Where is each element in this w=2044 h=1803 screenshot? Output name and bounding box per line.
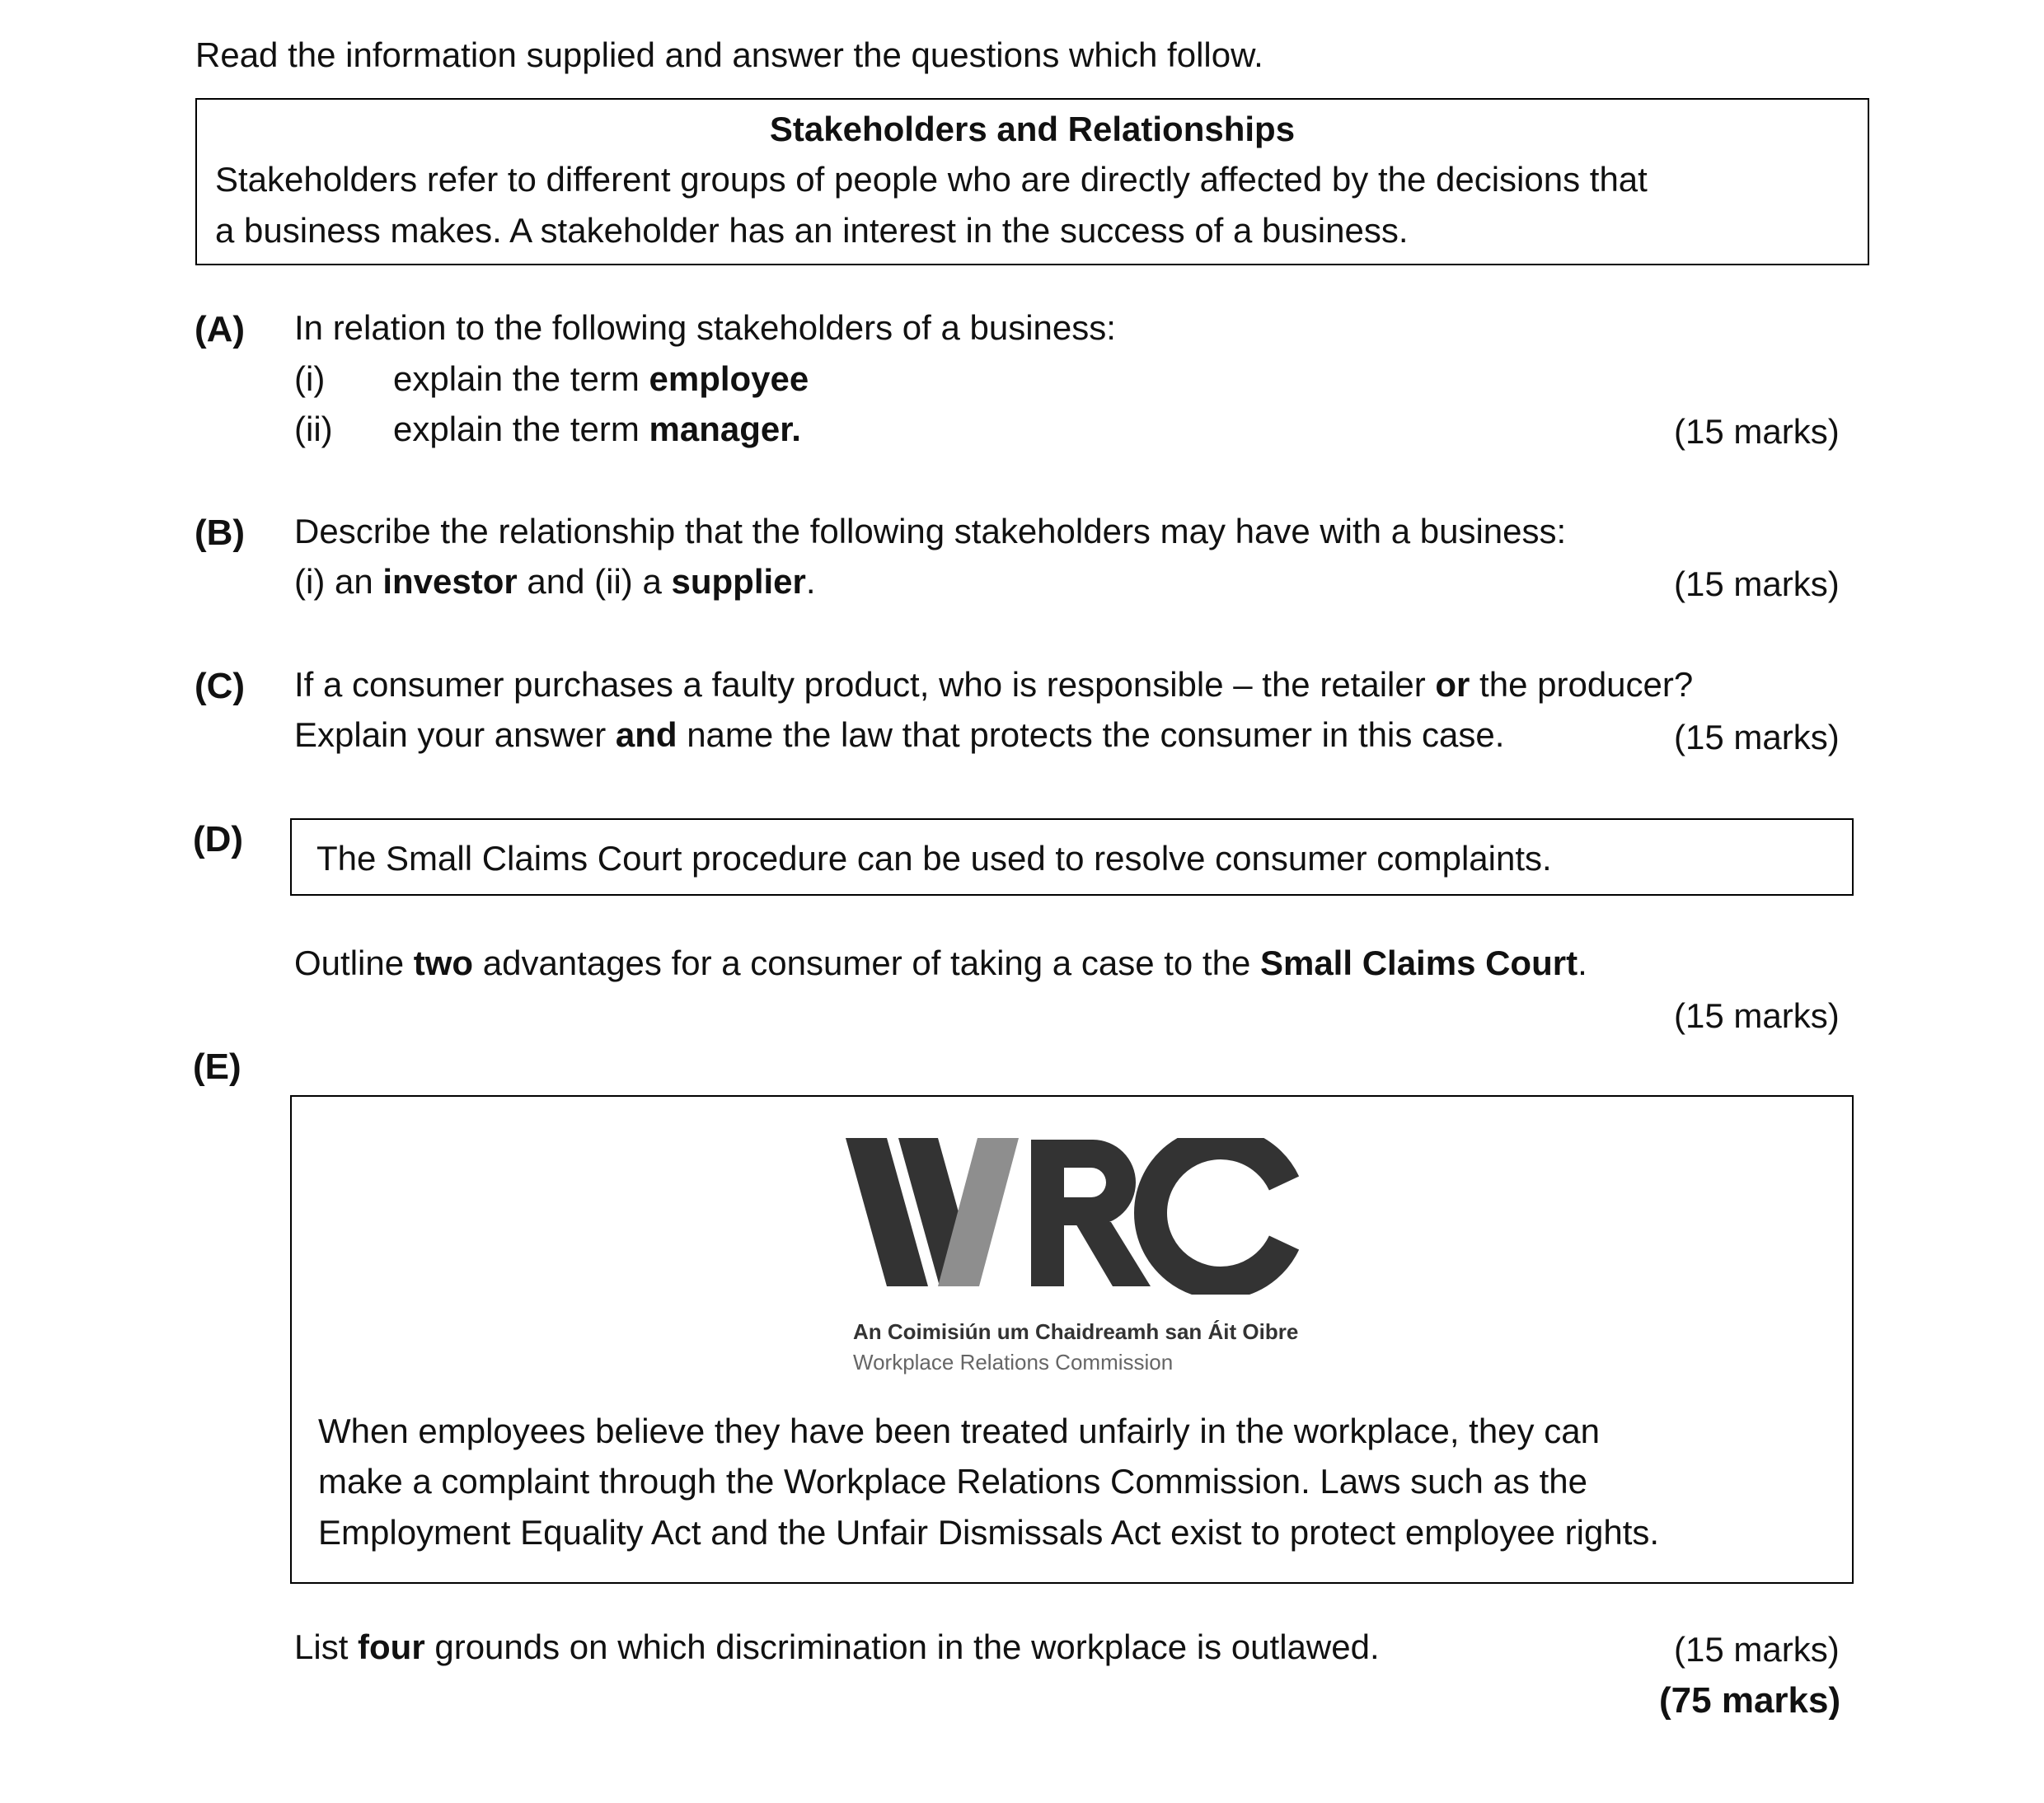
wrc-logo-w — [846, 1138, 1019, 1286]
question-c-line2: Explain your answer and name the law that protects the consumer in this case. — [294, 715, 1505, 754]
question-b-line1: Describe the relationship that the following stakeholders may have with a business: — [294, 512, 1567, 550]
question-a-label: (A) — [195, 309, 246, 349]
wrc-logo-r — [1031, 1140, 1151, 1286]
question-c-line1: If a consumer purchases a faulty product, who is responsible – the retailer or the producer? — [294, 665, 1694, 704]
question-e-marks: (15 marks) — [1674, 1630, 1840, 1669]
question-c-marks: (15 marks) — [1674, 718, 1840, 756]
question-a-i-number: (i) — [294, 359, 326, 398]
question-b-marks: (15 marks) — [1674, 564, 1840, 603]
wrc-logo-irish-name: An Coimisiún um Chaidreamh san Áit Oibre — [853, 1319, 1299, 1344]
wrc-logo — [846, 1138, 1307, 1295]
question-c-label: (C) — [195, 666, 246, 706]
wrc-logo-c — [1151, 1143, 1284, 1283]
question-d-text: Outline two advantages for a consumer of taking a case to the Small Claims Court. — [294, 944, 1587, 982]
question-d-label: (D) — [193, 819, 244, 859]
question-e-label: (E) — [193, 1047, 241, 1087]
question-a-text: In relation to the following stakeholders of a business: — [294, 308, 1116, 347]
question-e-text: List four grounds on which discrimination in the workplace is outlawed. — [294, 1627, 1380, 1666]
question-d-box-text: The Small Claims Court procedure can be used to resolve consumer complaints. — [316, 839, 1552, 878]
question-a-ii-text: explain the term manager. — [393, 410, 801, 448]
question-b-label: (B) — [195, 513, 246, 553]
question-d-box — [290, 818, 1854, 896]
info-box-line2: a business makes. A stakeholder has an interest in the success of a business. — [215, 211, 1409, 250]
question-e-box — [290, 1095, 1854, 1584]
info-box-title: Stakeholders and Relationships — [769, 110, 1296, 148]
question-d-marks: (15 marks) — [1674, 996, 1840, 1035]
question-e-para-line1: When employees believe they have been treated unfairly in the workplace, they can — [318, 1412, 1600, 1450]
question-e-para-line2: make a complaint through the Workplace Relations Commission. Laws such as the — [318, 1462, 1587, 1501]
wrc-logo-english-name: Workplace Relations Commission — [853, 1350, 1174, 1374]
question-a-ii-number: (ii) — [294, 410, 333, 448]
question-a-i-text: explain the term employee — [393, 359, 809, 398]
total-marks: (75 marks) — [1659, 1680, 1841, 1721]
question-b-line2: (i) an investor and (ii) a supplier. — [294, 562, 816, 601]
info-box-line1: Stakeholders refer to different groups of people who are directly affected by the decisions that — [215, 160, 1648, 199]
question-a-marks: (15 marks) — [1674, 412, 1840, 451]
intro-text: Read the information supplied and answer the questions which follow. — [195, 35, 1263, 74]
question-e-para-line3: Employment Equality Act and the Unfair Dismissals Act exist to protect employee rights. — [318, 1513, 1660, 1552]
info-box — [195, 98, 1869, 265]
